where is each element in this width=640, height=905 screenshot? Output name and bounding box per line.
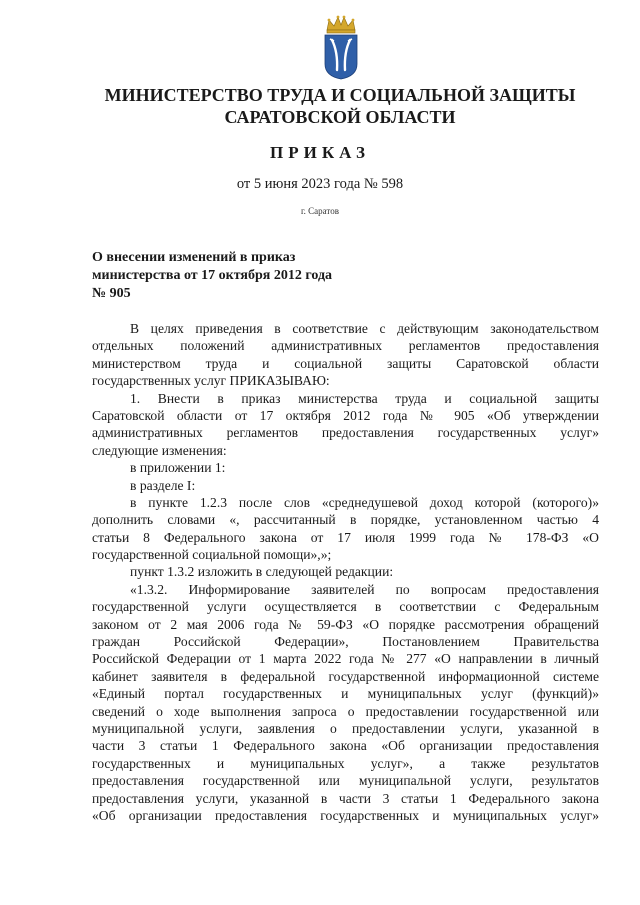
body-line: дополнить словами «, рассчитанный в порядке, установленном частью 4 <box>92 512 599 528</box>
body-line: государственной социальной помощи»,»; <box>92 547 332 563</box>
document-body <box>92 320 599 824</box>
order-city: г. Саратов <box>301 206 339 216</box>
body-line: 1. Внести в приказ министерства труда и социальной защиты <box>130 390 599 406</box>
body-line: государственной услуги осуществляется в соответствии с Федеральным <box>92 599 599 615</box>
ministry-name-line2: САРАТОВСКОЙ ОБЛАСТИ <box>224 107 456 127</box>
body-line: В целях приведения в соответствие с действующим законодательством <box>130 321 599 336</box>
body-line: государственных услуг ПРИКАЗЫВАЮ: <box>92 373 330 389</box>
order-date: от 5 июня 2023 года № 598 <box>236 176 404 192</box>
body-line: статьи 8 Федерального закона от 17 июля 1999 года № 178-ФЗ «О <box>92 529 599 545</box>
body-line: «Об организации предоставления государственных и муниципальных услуг» <box>92 807 599 823</box>
body-line: граждан Российской Федерации», Постановлением Правительства <box>92 634 599 650</box>
body-line: «Единый портал государственных и муниципальных услуг (функций)» <box>92 686 599 702</box>
body-line: предоставления государственной или муниципальной услуги, результатов <box>92 773 599 789</box>
subject-line: министерства от 17 октября 2012 года <box>92 268 333 283</box>
order-subject <box>92 249 412 303</box>
body-line: в разделе I: <box>130 477 196 493</box>
body-line: административных регламентов предоставления государственных услуг» <box>92 425 599 441</box>
body-line: Саратовской области от 17 октября 2012 года № 905 «Об утверждении <box>92 407 599 423</box>
order-title: ПРИКАЗ <box>270 143 370 162</box>
body-line: отдельных положений административных регламентов предоставления <box>92 338 599 354</box>
body-line: в пункте 1.2.3 после слов «среднедушевой доход которой (которого)» <box>130 494 599 510</box>
body-line: части 3 статьи 1 Федерального закона «Об организации предоставления <box>92 738 599 754</box>
body-line: предоставления услуги, указанной в части 3 статьи 1 Федерального закона <box>92 790 599 806</box>
body-line: сведений о ходе выполнения запроса о предоставлении государственной или <box>92 703 599 719</box>
body-line: муниципальной услуги, заявления о предоставлении услуги, указанной в <box>92 720 599 736</box>
body-line: «1.3.2. Информирование заявителей по вопросам предоставления <box>130 581 599 597</box>
body-line: Российской Федерации от 1 марта 2022 года № 277 «О направлении в личный <box>92 651 599 667</box>
body-line: в приложении 1: <box>130 460 226 476</box>
ministry-name-line1: МИНИСТЕРСТВО ТРУДА И СОЦИАЛЬНОЙ ЗАЩИТЫ <box>104 85 576 105</box>
body-line: пункт 1.3.2 изложить в следующей редакции: <box>130 564 394 580</box>
body-line: кабинет заявителя в федеральной государственной информационной системе <box>92 668 599 684</box>
body-line: государственных и муниципальных услуг», а также результатов <box>92 755 599 771</box>
ministry-name <box>60 84 620 128</box>
body-line: законом от 2 мая 2006 года № 59-ФЗ «О порядке рассмотрения обращений <box>92 616 599 632</box>
subject-line: О внесении изменений в приказ <box>92 250 296 265</box>
subject-line: № 905 <box>92 286 131 301</box>
coat-of-arms-icon <box>318 14 364 80</box>
body-line: следующие изменения: <box>92 442 227 458</box>
body-line: министерством труда и социальной защиты Саратовской области <box>92 355 599 371</box>
